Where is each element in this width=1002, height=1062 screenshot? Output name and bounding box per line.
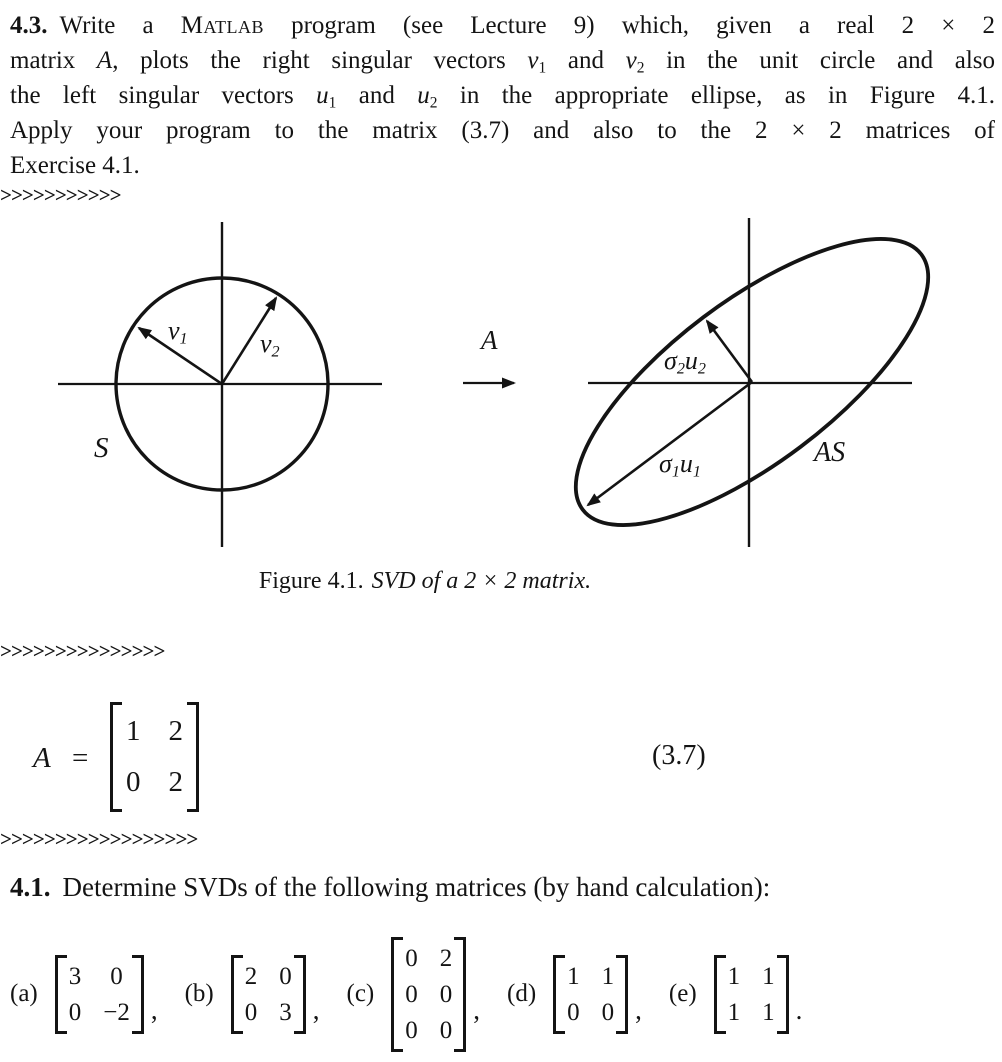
caption-tag: Figure 4.1. <box>258 568 364 594</box>
separator-chevrons: >>>>>>>>>>>>>>>>>> <box>0 827 198 851</box>
matrix-item-label: (c) <box>346 980 375 1007</box>
sigma1-sub: 1 <box>671 463 680 481</box>
matrix-cell: 2 <box>168 715 183 747</box>
paragraph-line <box>10 113 995 148</box>
matrix-A <box>110 702 199 812</box>
matrix-cell: 3 <box>68 962 82 990</box>
text-segment: and <box>336 82 418 109</box>
matrix-cell: 1 <box>727 998 741 1026</box>
matrix-cell: 0 <box>68 998 82 1026</box>
math-var: u <box>417 82 430 109</box>
text-segment: in the unit circle and also <box>644 47 995 74</box>
v1-base: v <box>168 316 180 345</box>
map-label: A <box>481 325 498 355</box>
matrix-cell: 0 <box>405 944 418 972</box>
matrix-cell: 2 <box>168 766 183 798</box>
v2-sub: 2 <box>271 343 280 361</box>
matrix-cell: 0 <box>405 1016 418 1044</box>
matrix-cell: 0 <box>601 998 615 1026</box>
figure-caption <box>0 568 850 595</box>
equation-3-7 <box>0 698 1002 816</box>
matrix-cell: 1 <box>762 962 775 990</box>
separator-chevrons: >>>>>>>>>>> <box>0 183 121 207</box>
punctuation: , <box>473 994 481 1025</box>
matrix-e <box>714 955 789 1034</box>
v2-label <box>260 329 280 359</box>
sigma2-u2-arrow <box>707 321 752 382</box>
matrix-item-label: (b) <box>184 980 214 1007</box>
text-segment: Exercise 4.1. <box>10 152 140 179</box>
exercise-4-1-matrices-row <box>10 926 1002 1062</box>
math-var: A <box>96 47 113 74</box>
matrix-cell: 2 <box>439 944 453 972</box>
matrix-cell: 0 <box>279 962 292 990</box>
punctuation: . <box>795 994 803 1025</box>
paragraph-line <box>10 8 995 43</box>
text-segment: in the appropriate ellipse, as in Figure 4.1. <box>437 82 995 109</box>
u1-sub: 1 <box>692 463 701 481</box>
matrix-d <box>553 955 628 1034</box>
math-sub: 1 <box>328 94 337 112</box>
matrix-cell: 0 <box>439 980 453 1008</box>
math-sub: 1 <box>538 59 547 77</box>
exercise-number: 4.1. <box>10 872 51 902</box>
sigma1-u1-label <box>659 449 701 479</box>
paragraph-line <box>10 78 995 113</box>
matrix-cell: 1 <box>567 962 580 990</box>
equals-sign: = <box>72 742 89 774</box>
matrix-cell: 3 <box>279 998 292 1026</box>
math-var: u <box>316 82 329 109</box>
text-segment: Write a <box>59 12 181 39</box>
sigma2-sub: 2 <box>676 360 685 378</box>
sigma1-base: σ <box>659 449 672 478</box>
svd-figure-drawing <box>0 208 1002 560</box>
paragraph-line <box>10 43 995 78</box>
math-var: v <box>527 47 539 74</box>
matrix-c <box>391 937 466 1052</box>
text-segment: and <box>546 47 626 74</box>
figure-4-1 <box>0 208 1002 560</box>
matrix-item-label: (a) <box>10 980 38 1007</box>
equation-lhs: A <box>33 742 51 774</box>
separator-chevrons: >>>>>>>>>>>>>>> <box>0 639 165 663</box>
matrix-b <box>231 955 306 1034</box>
matrix-cell: 0 <box>405 980 418 1008</box>
matrix-item-label: (d) <box>507 980 537 1007</box>
exercise-4-1-heading <box>10 872 995 903</box>
math-sub: 2 <box>636 59 645 77</box>
punctuation: , <box>635 994 642 1025</box>
paragraph-line <box>10 148 995 183</box>
heading-text: Determine SVDs of the following matrices (by hand calculation): <box>62 872 771 902</box>
punctuation: , <box>312 994 320 1025</box>
matrix-cell: 1 <box>727 962 741 990</box>
v1-label <box>168 316 188 346</box>
matrix-cell: 2 <box>244 962 258 990</box>
caption-text: SVD of a 2 × 2 matrix. <box>371 568 592 594</box>
u1-base: u <box>679 449 693 478</box>
matrix-a <box>55 955 144 1034</box>
math-var: v <box>625 47 637 74</box>
sigma2-u2-label <box>664 346 706 376</box>
matrix-cell: 0 <box>126 766 141 798</box>
matrix-cell: 1 <box>762 998 775 1026</box>
text-segment: Apply your program to the matrix (3.7) and also to the 2 × 2 matrices of <box>10 117 995 144</box>
ellipse-set-label: AS <box>814 437 846 468</box>
text-segment: matrix <box>10 47 97 74</box>
matrix-item-label: (e) <box>668 980 697 1007</box>
matlab-smallcaps: Matlab <box>180 12 264 39</box>
matrix-cell: 1 <box>601 962 615 990</box>
sigma1-u1-arrow <box>588 382 752 505</box>
u2-sub: 2 <box>697 360 706 378</box>
v1-sub: 1 <box>179 330 188 348</box>
exercise-4-3-paragraph <box>10 8 995 183</box>
matrix-cell: 0 <box>439 1016 453 1044</box>
matrix-cell: −2 <box>103 998 130 1026</box>
equation-number: (3.7) <box>652 740 706 771</box>
math-sub: 2 <box>429 94 438 112</box>
text-segment: , plots the right singular vectors <box>112 47 528 74</box>
text-segment: the left singular vectors <box>10 82 317 109</box>
punctuation: , <box>150 994 158 1025</box>
v2-base: v <box>260 329 272 358</box>
matrix-cell: 0 <box>244 998 258 1026</box>
matrix-cell: 0 <box>110 962 123 990</box>
text-segment: program (see Lecture 9) which, given a real 2 × 2 <box>263 12 995 39</box>
matrix-cell: 0 <box>567 998 580 1026</box>
sigma2-base: σ <box>664 346 677 375</box>
exercise-number: 4.3. <box>10 12 48 39</box>
matrix-cell: 1 <box>126 715 141 747</box>
u2-base: u <box>684 346 698 375</box>
unit-circle-set-label: S <box>94 432 109 464</box>
